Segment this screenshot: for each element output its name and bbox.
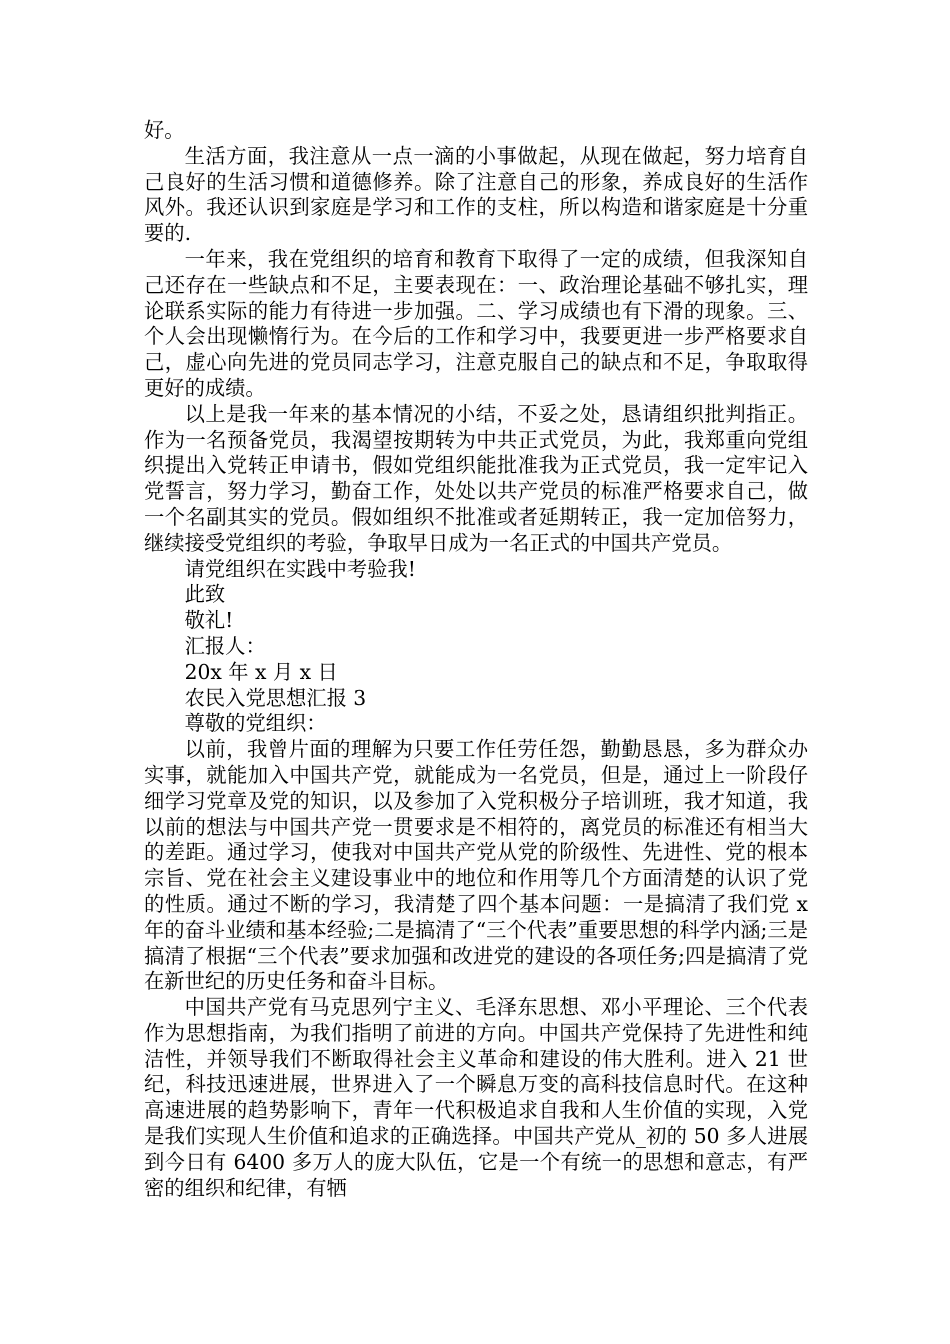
paragraph-shortcomings: 一年来，我在党组织的培育和教育下取得了一定的成绩，但我深知自己还存在一些缺点和不足，主要表现在：一、政治理论基础不够扎实，理论联系实际的能力有待进一步加强。二、学习成绩也有下滑的现象。三、个人会出现懒惰行为。在今后的工作和学习中，我要更进一步严格要求自己，虚心向先进的党员同志学习，注意克服自己的缺点和不足，争取取得更好的成绩。 (144, 246, 808, 400)
closing-request: 请党组织在实践中考验我! (184, 556, 416, 581)
closing-respect: 敬礼! (184, 608, 234, 633)
paragraph-party-guidance: 中国共产党有马克思列宁主义、毛泽东思想、邓小平理论、三个代表作为思想指南，为我们指明了前进的方向。中国共产党保持了先进性和纯洁性，并领导我们不断取得社会主义革命和建设的伟大胜利。进入 21 世纪，科技迅速进展，世界进入了一个瞬息万变的高科技信息时代。在这种高速进展的趋势影响下，青年一代积极追求自我和人生价值的实现，入党是我们实现人生价值和追求的正确选择。中国共产党从_初的 50 多人进展到今日有 6400 多万人的庞大队伍，它是一个有统一的思想和意志，有严密的组织和纪律，有牺 (144, 995, 808, 1200)
report-date: 20x 年 x 月 x 日 (184, 659, 338, 684)
paragraph-summary: 以上是我一年来的基本情况的小结，不妥之处，恳请组织批判指正。作为一名预备党员，我渴望按期转为中共正式党员，为此，我郑重向党组织提出入党转正申请书，假如党组织能批准我为正式党员，我一定牢记入党誓言，努力学习，勤奋工作，处处以共产党员的标准严格要求自己，做一个名副其实的党员。假如组织不批准或者延期转正，我一定加倍努力，继续接受党组织的考验，争取早日成为一名正式的中国共产党员。 (144, 401, 808, 555)
paragraph-life: 生活方面，我注意从一点一滴的小事做起，从现在做起，努力培育自己良好的生活习惯和道德修养。除了注意自己的形象，养成良好的生活作风外。我还认识到家庭是学习和工作的支柱，所以构造和谐家庭是十分重要的. (144, 143, 808, 246)
paragraph-continuation: 好。 (144, 118, 185, 142)
document-page (144, 118, 808, 1201)
closing-salutation: 此致 (184, 582, 226, 607)
paragraph-understanding: 以前，我曾片面的理解为只要工作任劳任怨，勤勤恳恳，多为群众办实事，就能加入中国共产党，就能成为一名党员，但是，通过上一阶段仔细学习党章及党的知识，以及参加了入党积极分子培训班，我才知道，我以前的想法与中国共产党一贯要求是不相符的，离党员的标准还有相当大的差距。通过学习，使我对中国共产党从党的阶级性、先进性、党的根本宗旨、党在社会主义建设事业中的地位和作用等几个方面清楚的认识了党的性质。通过不断的学习，我清楚了四个基本问题：一是搞清了我们党 x 年的奋斗业绩和基本经验;二是搞清了“三个代表”重要思想的科学内涵;三是搞清了根据“三个代表”要求加强和改进党的建设的各项任务;四是搞清了党在新世纪的历史任务和奋斗目标。 (144, 737, 808, 994)
section-title: 农民入党思想汇报 3 (184, 685, 367, 710)
reporter-label: 汇报人： (184, 633, 266, 658)
greeting: 尊敬的党组织： (184, 711, 327, 736)
